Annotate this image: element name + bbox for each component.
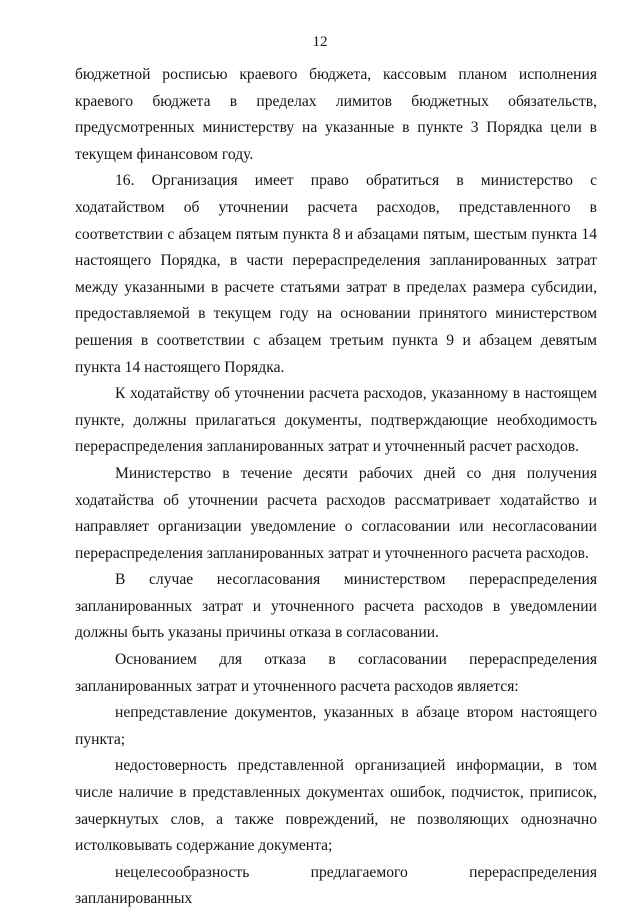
document-body <box>75 62 597 913</box>
paragraph-item-16: 16. Организация имеет право обратиться в министерство с ходатайством об уточнении расчета расходов, представленного в соответствии с абзацем пятым пункта 8 и абзацами пятым, шестым пункта 14 настоящего Порядка, в части перераспределения запланированных затрат между указанными в расчете статьями затрат в пределах размера субсидии, предоставляемой в текущем году на основании принятого министерством решения в соответствии с абзацем третьим пункта 9 и абзацем девятым пункта 14 настоящего Порядка. <box>75 172 597 376</box>
page-number: 12 <box>312 34 328 50</box>
paragraph-continuation: бюджетной росписью краевого бюджета, кассовым планом исполнения краевого бюджета в пределах лимитов бюджетных обязательств, предусмотренных министерству на указанные в пункте 3 Порядка цели в текущем финансовом году. <box>75 66 597 163</box>
paragraph-ground-inexpedience: нецелесообразность предлагаемого перераспределения запланированных <box>75 863 597 908</box>
paragraph-refusal-notice: В случае несогласования министерством перераспределения запланированных затрат и уточненного расчета расходов в уведомлении должны быть указаны причины отказа в согласовании. <box>75 571 597 642</box>
paragraph-ground-inaccuracy: недостоверность представленной организацией информации, в том числе наличие в представленных документах ошибок, подчисток, приписок, зачеркнутых слов, а также повреждений, не позволяющих однозначно истолковывать содержание документа; <box>75 757 597 855</box>
paragraph-review-period: Министерство в течение десяти рабочих дней со дня получения ходатайства об уточнении расчета расходов рассматривает ходатайство и направляет организации уведомление о согласовании или несогласовании перераспределения запланированных затрат и уточненного расчета расходов. <box>75 464 597 562</box>
paragraph-attachments: К ходатайству об уточнении расчета расходов, указанному в настоящем пункте, должны прилагаться документы, подтверждающие необходимость перераспределения запланированных затрат и уточненный расчет расходов. <box>75 385 597 456</box>
paragraph-refusal-grounds: Основанием для отказа в согласовании перераспределения запланированных затрат и уточненного расчета расходов является: <box>75 651 597 695</box>
paragraph-ground-missing-docs: непредставление документов, указанных в абзаце втором настоящего пункта; <box>75 704 597 748</box>
